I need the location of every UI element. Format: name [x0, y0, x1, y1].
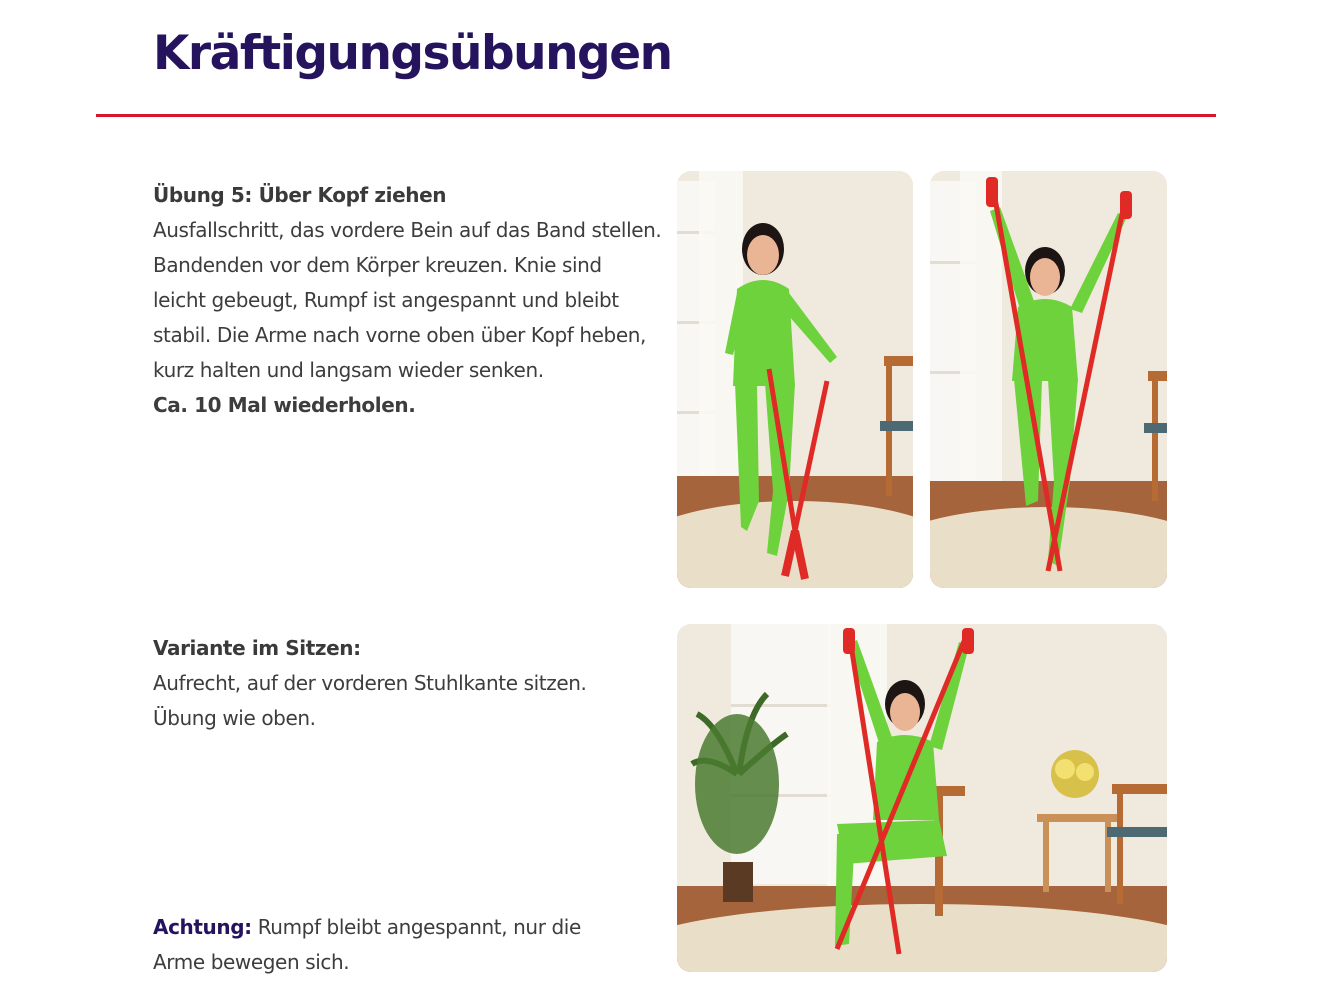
exercise-repeat: Ca. 10 Mal wiederholen.: [153, 393, 416, 417]
photo-standing-start: [677, 171, 913, 588]
variant-heading: Variante im Sitzen:: [153, 636, 361, 660]
photo-standing-arms-up: [930, 171, 1167, 588]
photo-seated-variant: [677, 624, 1167, 972]
warning-line-1: Rumpf bleibt angespannt, nur die: [251, 915, 581, 939]
variant-line-1: Aufrecht, auf der vorderen Stuhlkante sitzen.: [153, 671, 587, 695]
exercise-line-1: Ausfallschritt, das vordere Bein auf das Band stellen.: [153, 218, 662, 242]
variant-text: [153, 631, 586, 736]
variant-line-2: Übung wie oben.: [153, 706, 316, 730]
exercise-line-2: Bandenden vor dem Körper kreuzen. Knie sind: [153, 253, 602, 277]
warning-label: Achtung:: [153, 915, 252, 939]
warning-text: [153, 910, 581, 980]
page-title: Kräftigungsübungen: [153, 26, 672, 81]
exercise-text: [153, 178, 661, 423]
exercise-line-3: leicht gebeugt, Rumpf ist angespannt und bleibt: [153, 288, 619, 312]
exercise-line-4: stabil. Die Arme nach vorne oben über Kopf heben,: [153, 323, 646, 347]
exercise-line-5: kurz halten und langsam wieder senken.: [153, 358, 544, 382]
exercise-heading: Übung 5: Über Kopf ziehen: [153, 183, 447, 207]
warning-line-2: Arme bewegen sich.: [153, 950, 350, 974]
title-divider: [96, 114, 1216, 117]
